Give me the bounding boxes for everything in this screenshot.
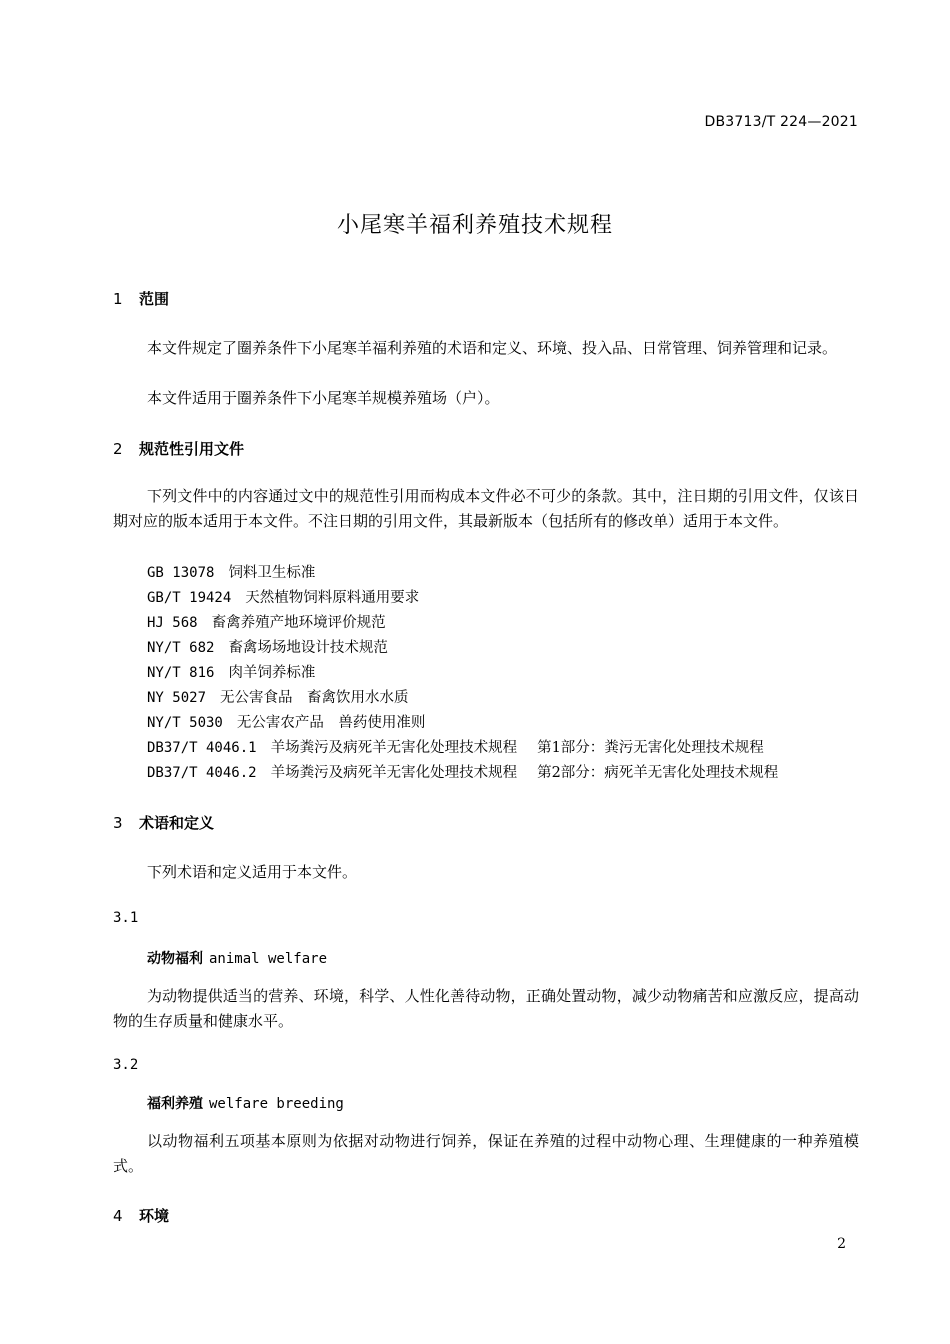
reference-name: 饲料卫生标准: [228, 565, 316, 581]
section-number: 1: [113, 290, 123, 308]
reference-item: [147, 761, 778, 782]
subsection-number: 3.1: [113, 910, 139, 926]
section-1-paragraph-1: 本文件规定了圈养条件下小尾寒羊福利养殖的术语和定义、环境、投入品、日常管理、饲养管理和记录。: [147, 339, 838, 357]
reference-code: DB37/T 4046.2: [147, 765, 257, 781]
reference-name: 羊场粪污及病死羊无害化处理技术规程: [270, 765, 518, 781]
reference-code: DB37/T 4046.1: [147, 740, 257, 756]
section-number: 4: [113, 1207, 123, 1225]
reference-code: GB 13078: [147, 565, 215, 581]
section-1-heading: [113, 288, 169, 309]
reference-code: NY/T 682: [147, 640, 215, 656]
section-title: 环境: [139, 1207, 170, 1225]
term-chinese: 动物福利: [147, 951, 203, 967]
section-4-heading: [113, 1205, 169, 1226]
reference-code: NY/T 5030: [147, 715, 223, 731]
subsection-number: 3.2: [113, 1057, 139, 1073]
document-title: 小尾寒羊福利养殖技术规程: [336, 213, 613, 238]
reference-code: HJ 568: [147, 615, 198, 631]
reference-name: 羊场粪污及病死羊无害化处理技术规程: [270, 740, 518, 756]
term-heading: [147, 948, 327, 968]
section-3-heading: [113, 812, 214, 833]
reference-name: 畜禽养殖产地环境评价规范: [211, 615, 386, 631]
section-1-paragraph-2: 本文件适用于圈养条件下小尾寒羊规模养殖场（户）。: [147, 389, 500, 407]
section-title: 规范性引用文件: [139, 440, 245, 458]
reference-part: 第1部分：粪污无害化处理技术规程: [537, 740, 764, 756]
reference-name: 无公害农产品 兽药使用准则: [236, 715, 426, 731]
reference-name: 畜禽场场地设计技术规范: [228, 640, 388, 656]
reference-item: [147, 561, 315, 582]
reference-part: 第2部分：病死羊无害化处理技术规程: [537, 765, 779, 781]
section-number: 2: [113, 440, 123, 458]
reference-item: [147, 736, 764, 757]
term-definition: 以动物福利五项基本原则为依据对动物进行饲养，保证在养殖的过程中动物心理、生理健康的一种养殖模式。: [113, 1132, 859, 1175]
reference-code: NY/T 816: [147, 665, 215, 681]
section-2-paragraph-1: 下列文件中的内容通过文中的规范性引用而构成本文件必不可少的条款。其中，注日期的引用文件，仅该日期对应的版本适用于本文件。不注日期的引用文件，其最新版本（包括所有的修改单）适用于本文件。: [113, 487, 859, 530]
page-number: 2: [837, 1236, 846, 1252]
section-3-paragraph-1: 下列术语和定义适用于本文件。: [147, 863, 358, 881]
reference-name: 肉羊饲养标准: [228, 665, 316, 681]
section-2-heading: [113, 438, 244, 459]
section-title: 范围: [139, 290, 170, 308]
term-english: welfare breeding: [209, 1096, 344, 1112]
reference-item: [147, 586, 419, 607]
reference-item: [147, 611, 386, 632]
reference-item: [147, 711, 425, 732]
section-number: 3: [113, 814, 123, 832]
reference-code: NY 5027: [147, 690, 207, 706]
document-code: DB3713/T 224—2021: [704, 114, 858, 130]
reference-item: [147, 686, 409, 707]
reference-item: [147, 661, 315, 682]
reference-code: GB/T 19424: [147, 590, 232, 606]
section-title: 术语和定义: [139, 814, 215, 832]
term-definition: 为动物提供适当的营养、环境，科学、人性化善待动物，正确处置动物，减少动物痛苦和应激反应，提高动物的生存质量和健康水平。: [113, 987, 859, 1030]
reference-name: 无公害食品 畜禽饮用水水质: [220, 690, 409, 706]
reference-item: [147, 636, 388, 657]
term-chinese: 福利养殖: [147, 1096, 203, 1112]
term-heading: [147, 1093, 344, 1113]
reference-name: 天然植物饲料原料通用要求: [245, 590, 420, 606]
term-english: animal welfare: [209, 951, 328, 967]
